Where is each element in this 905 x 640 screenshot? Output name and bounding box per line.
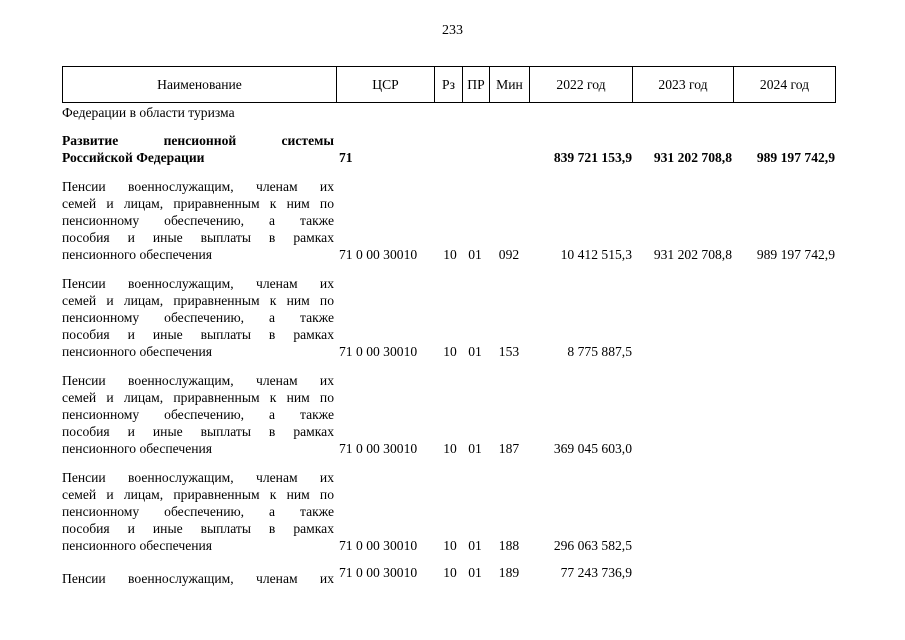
row-2022: 77 243 736,9 [560, 565, 632, 580]
row-csr: 71 0 00 30010 [339, 538, 418, 553]
row-min: 187 [498, 441, 520, 456]
section-2024: 989 197 742,9 [756, 150, 835, 165]
row-name-line: Пенсии военнослужащим, членам их [62, 571, 334, 586]
page-number: 233 [442, 23, 463, 38]
section-name-line: Развитие пенсионной системы [62, 133, 334, 148]
row-2022: 8 775 887,5 [567, 344, 632, 359]
row-name-line: пенсионного обеспечения [62, 344, 213, 359]
row-name-line: пенсионному обеспечению, а также [62, 213, 334, 228]
header-csr: ЦСР [372, 77, 399, 92]
row-csr: 71 0 00 30010 [339, 247, 418, 262]
header-name: Наименование [157, 77, 242, 92]
row-name-line: семей и лицам, приравненным к ним по [62, 487, 334, 502]
row-2022: 10 412 515,3 [560, 247, 632, 262]
row-name [62, 178, 334, 263]
section-name [62, 132, 334, 166]
row-name-line: Пенсии военнослужащим, членам их [62, 373, 334, 388]
row-name-line: пенсионного обеспечения [62, 441, 213, 456]
section-csr: 71 [339, 150, 353, 165]
row-2022: 296 063 582,5 [553, 538, 632, 553]
row-rz: 10 [443, 344, 457, 359]
row-name-line: Пенсии военнослужащим, членам их [62, 276, 334, 291]
row-rz: 10 [443, 247, 457, 262]
row-name-line: пенсионному обеспечению, а также [62, 310, 334, 325]
row-min: 189 [498, 565, 520, 580]
row-rz: 10 [443, 538, 457, 553]
row-min: 188 [498, 538, 520, 553]
row-pr: 01 [468, 565, 482, 580]
header-2024: 2024 год [759, 77, 810, 92]
section-2023: 931 202 708,8 [653, 150, 732, 165]
row-name [62, 469, 334, 554]
row-name [62, 372, 334, 457]
row-name-line: семей и лицам, приравненным к ним по [62, 196, 334, 211]
row-name-line: пособия и иные выплаты в рамках [62, 424, 334, 439]
header-2023: 2023 год [658, 77, 708, 92]
row-name [62, 275, 334, 360]
row-2023: 931 202 708,8 [653, 247, 732, 262]
row-name-line: пенсионного обеспечения [62, 247, 213, 262]
row-pr: 01 [468, 247, 482, 262]
row-min: 092 [498, 247, 520, 262]
row-rz: 10 [443, 441, 457, 456]
continuation-text: Федерации в области туризма [62, 105, 235, 120]
row-name-line: пособия и иные выплаты в рамках [62, 230, 334, 245]
row-2024: 989 197 742,9 [756, 247, 835, 262]
header-min: Мин [496, 77, 523, 92]
row-name-line: семей и лицам, приравненным к ним по [62, 390, 334, 405]
row-csr: 71 0 00 30010 [339, 565, 418, 580]
header-rz: Рз [442, 77, 455, 92]
row-pr: 01 [468, 441, 482, 456]
section-name-line: Российской Федерации [62, 150, 205, 165]
row-name-line: пенсионному обеспечению, а также [62, 504, 334, 519]
row-rz: 10 [443, 565, 457, 580]
row-min: 153 [498, 344, 520, 359]
header-2022: 2022 год [556, 77, 606, 92]
header-pr: ПР [467, 77, 485, 92]
row-name-line: пособия и иные выплаты в рамках [62, 521, 334, 536]
row-pr: 01 [468, 344, 482, 359]
section-2022: 839 721 153,9 [553, 150, 632, 165]
row-pr: 01 [468, 538, 482, 553]
row-name-line: Пенсии военнослужащим, членам их [62, 470, 334, 485]
row-csr: 71 0 00 30010 [339, 344, 418, 359]
row-name-line: пенсионному обеспечению, а также [62, 407, 334, 422]
row-name-line: семей и лицам, приравненным к ним по [62, 293, 334, 308]
row-name-line: пособия и иные выплаты в рамках [62, 327, 334, 342]
row-name [62, 570, 334, 587]
row-csr: 71 0 00 30010 [339, 441, 418, 456]
row-name-line: Пенсии военнослужащим, членам их [62, 179, 334, 194]
row-2022: 369 045 603,0 [553, 441, 632, 456]
table-header [62, 66, 836, 103]
row-name-line: пенсионного обеспечения [62, 538, 213, 553]
